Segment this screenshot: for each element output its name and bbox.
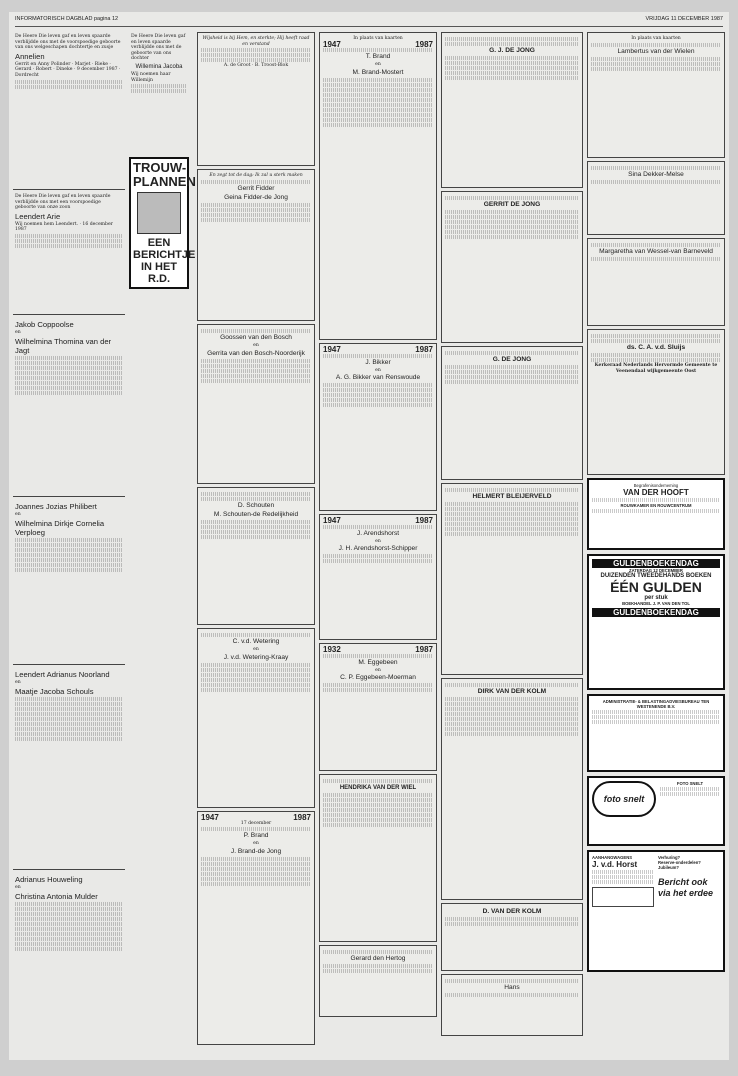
trailer-image — [592, 887, 654, 907]
column-5 — [441, 32, 583, 1052]
announcement: D. Schouten M. Schouten-de Redelijkheid — [197, 487, 315, 625]
announcement: C. v.d. Wetering en J. v.d. Wetering-Kraay — [197, 628, 315, 808]
child-name: Leendert Arie — [15, 211, 61, 221]
bookshop-ad: GULDENBOEKENDAG ZATERDAG 12 DECEMBER DUIZENDEN TWEEDEHANDS BOEKEN ÉÉN GULDEN per stuk BOEKHANDEL J. P. VAN DEN TOL GULDENBOEKENDAG — [587, 554, 725, 690]
anniversary-announcement: 1947 1987 17 december P. Brand en J. Brand-de Jong — [197, 811, 315, 1045]
newspaper-page — [9, 12, 729, 1060]
announcement: En zegt tot de dag: Ik zal u sterk maken Gerrit Fidder Geina Fidder-de Jong — [197, 169, 315, 321]
header-left: INFORMATORISCH DAGBLAD pagina 12 — [15, 16, 119, 22]
obituary: G. J. DE JONG — [441, 32, 583, 188]
tax-advice-ad: ADMINISTRATIE- & BELASTINGADVIESBUREAU TEN WESTENENDE B.V. — [587, 694, 725, 772]
wedding-rings-image — [137, 192, 181, 234]
obituary: HENDRIKA VAN DER WIEL — [319, 774, 437, 942]
obituary: G. DE JONG — [441, 346, 583, 480]
foto-snelt-logo: foto snelt — [592, 781, 656, 817]
anniversary-announcement: In plaats van kaarten 1947 1987 T. Brand en M. Brand-Mostert — [319, 32, 437, 340]
column-3 — [197, 32, 315, 1052]
anniversary-announcement: 1947 1987 J. Bikker en A. G. Bikker van Renswoude — [319, 343, 437, 511]
column-1 — [13, 32, 125, 1056]
obituary: D. VAN DER KOLM — [441, 903, 583, 971]
marriage-announcement: Adrianus Houweling en Christina Antonia Mulder — [13, 872, 125, 1076]
header-right: VRIJDAG 11 DECEMBER 1987 — [645, 16, 723, 22]
marriage-announcement: Leendert Adrianus Noorland en Maatje Jacoba Schouls — [13, 667, 125, 866]
column-4 — [319, 32, 437, 1052]
page-header — [15, 14, 723, 27]
obituary: Gerard den Hertog — [319, 945, 437, 1017]
announcement: Wijsheid is bij Hem, en sterkte; Hij heeft raad en verstand A. de Groot · B. Troost-Blok — [197, 32, 315, 166]
birth-announcement: De Heere Die leven gaf en leven spaarde verblijdde ons met een voorspoedige geboorte van onze zoon Leendert Arie Wij noemen hem Leendert. · 16 december 1987 — [13, 192, 125, 311]
obituary: HELMERT BLEIJERVELD — [441, 483, 583, 675]
photo-shop-ad: foto snelt FOTO SNELT — [587, 776, 725, 846]
anniversary-announcement: 1932 1987 M. Eggebeen en C. P. Eggebeen-Moerman — [319, 643, 437, 771]
birth-announcement: De Heere Die leven gaf en leven spaarde verblijdde ons met de voorspoedige geboorte van ons welgeschapen dochtertje en zusje Annelien Gerrit en Anny Polinder · Marjet · Rieke · Gerard · Robert · Dineke · 9 december 1987 · Dordrecht — [13, 32, 125, 186]
announcement: Goossen van den Bosch en Gerrita van den Bosch-Noorderijk — [197, 324, 315, 484]
obituary: Hans — [441, 974, 583, 1036]
obituary: GERRIT DE JONG — [441, 191, 583, 343]
column-6 — [587, 32, 725, 1052]
funeral-service-ad: Begrafenisonderneming VAN DER HOOFT ROUWKAMER EN ROUWCENTRUM — [587, 478, 725, 550]
birth-announcement: De Heere Die leven gaf en leven spaarde verblijdde ons met de geboorte van ons dochter Willemina Jacoba Wij noemen haar Willemijn — [129, 32, 189, 154]
marriage-announcement: Jakob Coppoolse en Wilhelmina Thomina van der Jagt — [13, 317, 125, 493]
church-notice: ds. C. A. v.d. Sluijs Kerkeraad Nederlands Hervormde Gemeente te Veenendaal wijkgemeente Oost — [587, 329, 725, 475]
child-name: Annelien — [15, 51, 45, 61]
obituary: DIRK VAN DER KOLM — [441, 678, 583, 900]
marriage-announcement: Joannes Jozias Philibert en Wilhelmina Dirkje Cornelia Verploeg — [13, 499, 125, 661]
trailer-ad: AANHANGWAGENS J. v.d. Horst Verhuring? Reserve-onderdelen? Jubileum? Bericht ook via het erdee — [587, 850, 725, 972]
trouwplannen-ad: TROUW-PLANNEN EEN BERICHTJE IN HET R.D. — [129, 157, 189, 289]
obituary: Sina Dekker-Melse — [587, 161, 725, 235]
column-2 — [129, 32, 196, 332]
obituary: In plaats van kaarten Lambertus van der Wielen — [587, 32, 725, 158]
obituary: Margaretha van Wessel-van Barneveld — [587, 238, 725, 326]
anniversary-announcement: 1947 1987 J. Arendshorst en J. H. Arendshorst-Schipper — [319, 514, 437, 640]
